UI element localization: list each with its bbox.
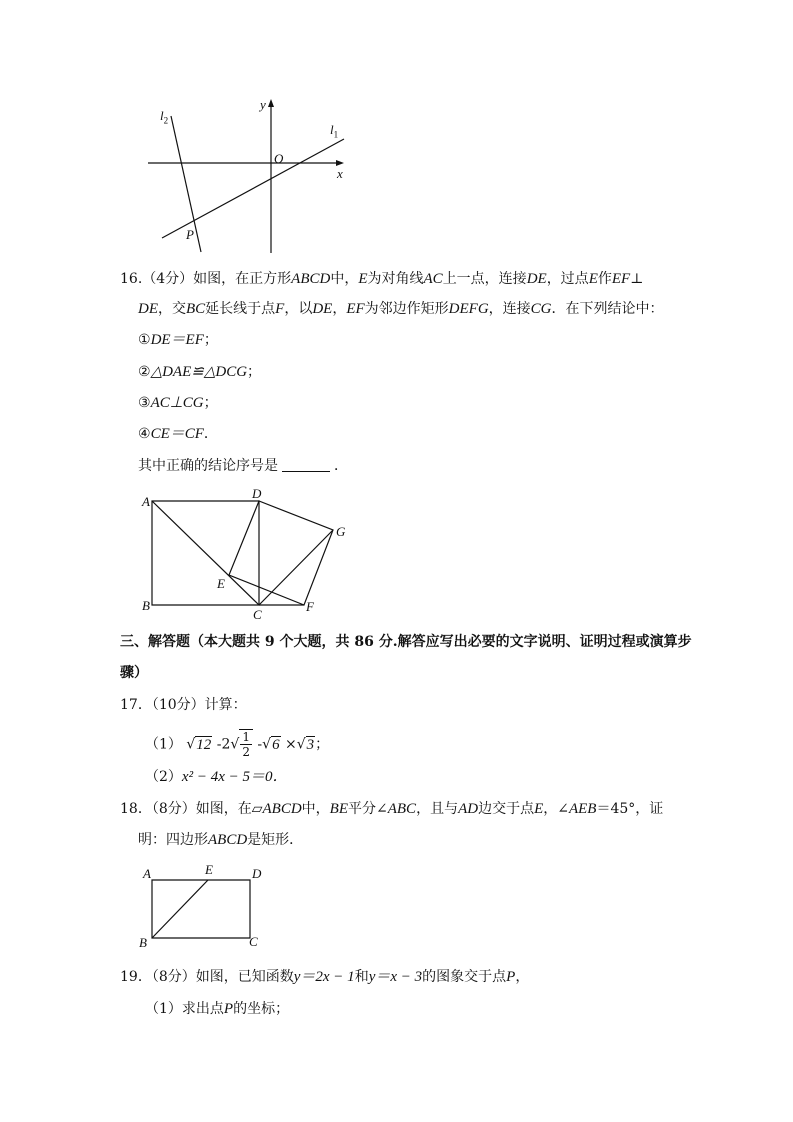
vertex-e: E bbox=[217, 576, 225, 591]
point-p-label: P bbox=[186, 227, 194, 242]
q18-line2: 明：四边形ABCD是矩形． bbox=[138, 832, 304, 848]
vertex-g: G bbox=[336, 524, 346, 539]
fraction-half: $\frac{1}{2}$ bbox=[242, 730, 250, 759]
q17-part-2: （2）x² − 4x − 5＝0． bbox=[145, 769, 288, 785]
vertex-b: B bbox=[142, 598, 150, 613]
x-axis-label: x bbox=[337, 166, 343, 181]
q16-conclusion-1: ①DE＝EF； bbox=[138, 332, 218, 348]
rectangle-abcd bbox=[152, 880, 250, 938]
q16-line1: 16.（4分）如图，在正方形ABCD中，E为对角线AC上一点，连接DE，过点E作EF⊥ bbox=[120, 271, 644, 287]
q16-conclusion-3: ③AC⊥CG； bbox=[138, 395, 218, 411]
vertex-a: A bbox=[143, 866, 151, 881]
sqrt-sign: √ bbox=[262, 736, 272, 753]
vertex-b: B bbox=[139, 935, 147, 950]
vertex-d: D bbox=[252, 486, 262, 501]
section-3-heading-line2: 骤） bbox=[120, 665, 148, 681]
vertex-e: E bbox=[205, 862, 213, 877]
sqrt-sign: √ bbox=[186, 736, 196, 753]
section-3-heading-line1: 三、解答题（本大题共 9 个大题，共 86 分.解答应写出必要的文字说明、证明过程或演算步 bbox=[120, 634, 692, 650]
vertex-c: C bbox=[249, 934, 258, 949]
vertex-c: C bbox=[253, 607, 262, 622]
sqrt-sign: √ bbox=[296, 736, 306, 753]
vertex-f: F bbox=[306, 599, 314, 614]
y-axis-label: y bbox=[260, 97, 266, 112]
q18-line1: 18．（8分）如图，在▱ABCD中，BE平分∠ABC，且与AD边交于点E，∠AEB＝45°，证 bbox=[120, 801, 664, 817]
l1-label: $l_1$ bbox=[330, 122, 339, 140]
q17-title: 17．（10分）计算： bbox=[120, 697, 247, 713]
vertex-d: D bbox=[252, 866, 262, 881]
q19-line1: 19．（8分）如图，已知函数y＝2x − 1和y＝x − 3的图象交于点P， bbox=[120, 969, 530, 985]
q16-line2: DE，交BC延长线于点F，以DE，EF为邻边作矩形DEFG，连接CG．在下列结论中： bbox=[138, 301, 664, 317]
q16-conclusion-4: ④CE＝CF． bbox=[138, 426, 218, 442]
q19-part-1: （1）求出点P的坐标； bbox=[145, 1001, 290, 1017]
vertex-a: A bbox=[142, 494, 150, 509]
origin-label: O bbox=[274, 151, 284, 166]
segment-be bbox=[152, 880, 208, 938]
q17-part-1: （1） √12 -2√ $\frac{1}{2}$ -√6 ×√3； bbox=[145, 730, 330, 759]
q16-conclusion-2: ②△DAE≌△DCG； bbox=[138, 364, 262, 380]
sqrt-sign: √ bbox=[230, 736, 240, 753]
l2-label: $l_2$ bbox=[160, 108, 169, 126]
q16-answer-prompt: 其中正确的结论序号是 ． bbox=[138, 458, 348, 474]
